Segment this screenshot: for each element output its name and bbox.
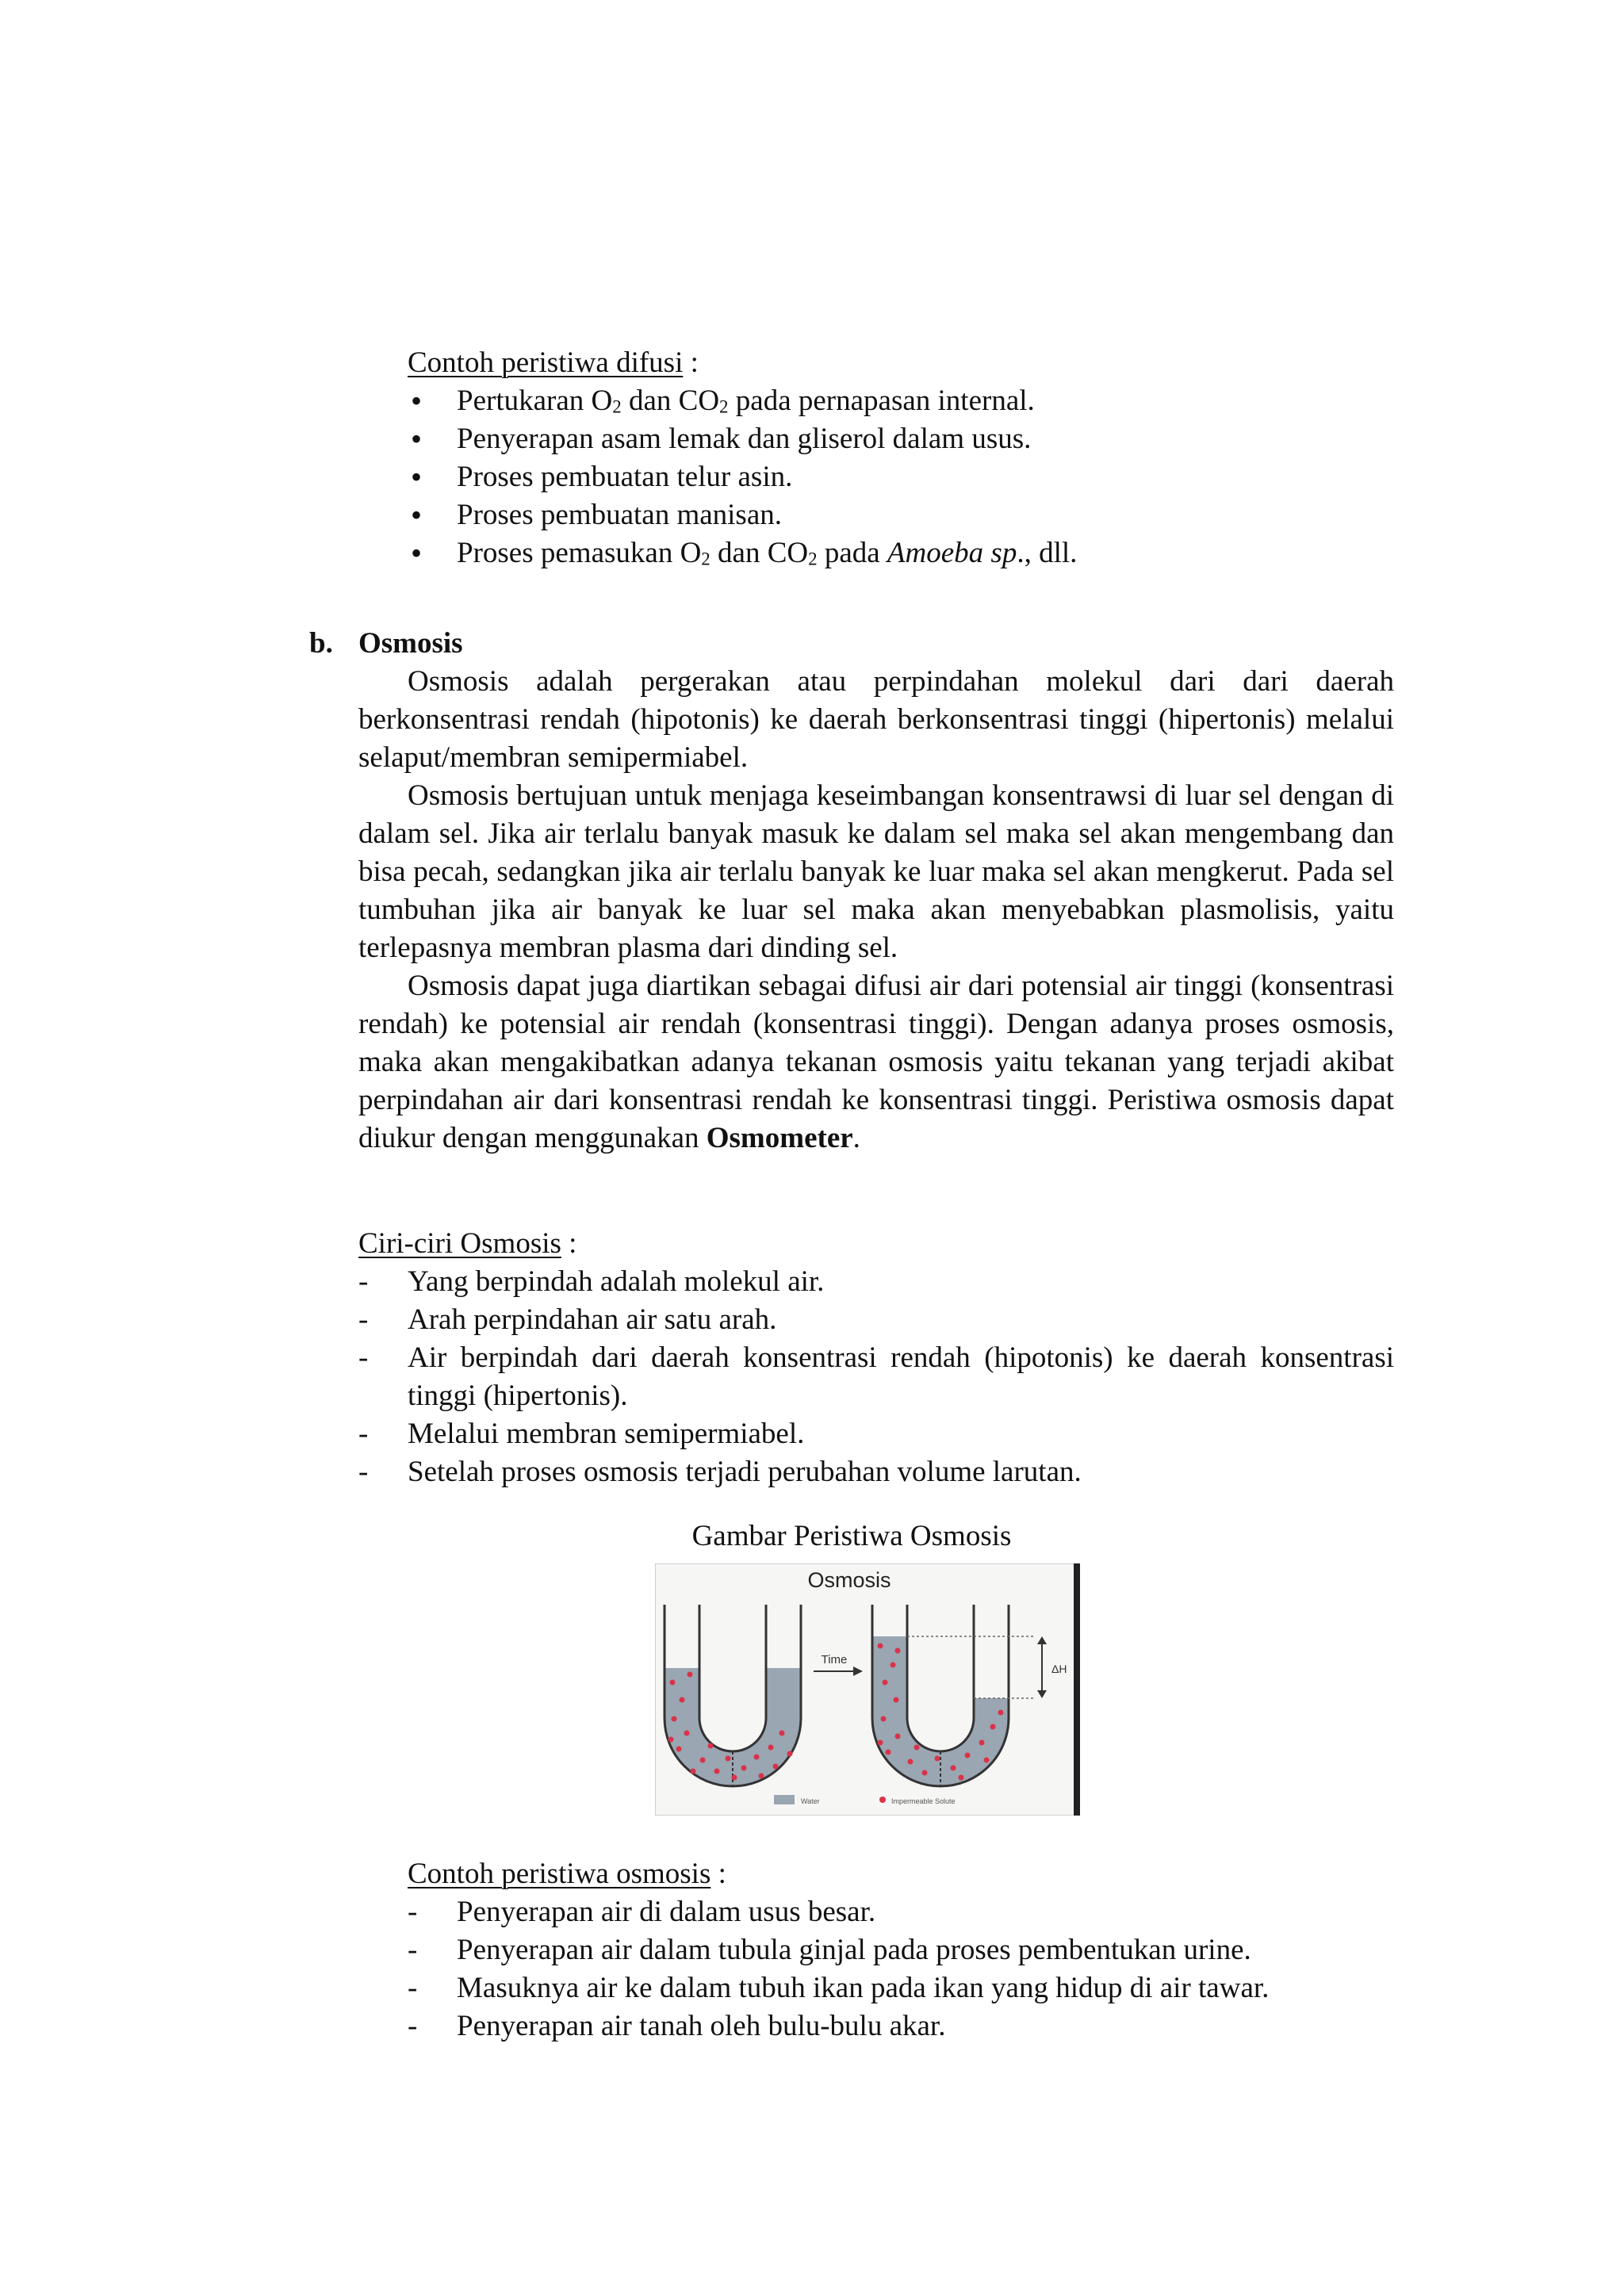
solute-particle [768, 1745, 774, 1751]
osmometer-term: Osmometer [706, 1122, 853, 1154]
list-item: • Penyerapan asam lemak dan gliserol dalam usus. [457, 420, 1391, 458]
solute-particle [895, 1734, 901, 1739]
list-item: • Pertukaran $O_2$ dan $CO_2$ pada pernapasan internal. [457, 382, 1391, 420]
list-item: • Proses pemasukan $O_2$ dan $CO_2$ pada Amoeba sp., dll. [457, 534, 1391, 572]
solute-particle [670, 1680, 676, 1686]
osmosis-examples-heading: Contoh peristiwa osmosis : [408, 1858, 726, 1890]
osmosis-examples-list [457, 1893, 1391, 2045]
solute-particle [741, 1766, 747, 1771]
list-item: - Penyerapan air dalam tubula ginjal pada proses pembentukan urine. [457, 1931, 1391, 1969]
osmosis-diagram [655, 1563, 1080, 1816]
osmosis-paragraph-2: Osmosis bertujuan untuk menjaga keseimbangan konsentrawsi di luar sel dengan di dalam sel. Jika air terlalu banyak masuk ke dalam sel maka sel akan mengembang dan bisa pecah, sedangkan jika air terlalu banyak ke luar maka sel akan mengkerut. Pada sel tumbuhan jika air banyak ke luar sel maka akan menyebabkan plasmolisis, yaitu terlepasnya membran plasma dari dinding sel. [358, 779, 1394, 964]
solute-particle [700, 1758, 706, 1763]
osmosis-section [309, 625, 1394, 1158]
delta-h-label: ΔH [1051, 1663, 1067, 1675]
figure-right-edge [1074, 1563, 1080, 1816]
section-title: Osmosis [358, 627, 463, 660]
solute-particle [886, 1750, 891, 1755]
solute-particle [773, 1764, 779, 1770]
characteristics-heading: Ciri-ciri Osmosis : [358, 1227, 577, 1260]
osmosis-paragraph-3: Osmosis dapat juga diartikan sebagai difusi air dari potensial air tinggi (konsentrasi rendah) ke potensial air rendah (konsentrasi tinggi). Dengan adanya proses osmosis, maka akan mengakibatkan adanya tekanan osmosis yaitu tekanan yang terjadi akibat perpindahan air dari konsentrasi rendah ke konsentrasi tinggi. Peristiwa osmosis dapat diukur dengan menggunakan Osmometer. [358, 970, 1394, 1154]
diffusion-examples-list [457, 382, 1391, 572]
characteristics-list [408, 1263, 1394, 1491]
osmosis-figure [655, 1563, 1080, 1816]
list-item: - Air berpindah dari daerah konsentrasi rendah (hipotonis) ke daerah konsentrasi tinggi (hipertonis). [408, 1339, 1394, 1415]
solute-particle [979, 1740, 985, 1746]
solute-particle [951, 1766, 956, 1771]
solute-particle [680, 1697, 685, 1703]
solute-particle [891, 1663, 896, 1668]
diffusion-examples-title: Contoh peristiwa difusi [408, 346, 684, 379]
solute-particle [984, 1758, 990, 1763]
solute-particle [668, 1737, 674, 1743]
diffusion-examples-heading [408, 344, 1391, 382]
list-item: • Proses pembuatan telur asin. [457, 458, 1391, 496]
list-item: - Yang berpindah adalah molekul air. [408, 1263, 1394, 1301]
list-item: - Masuknya air ke dalam tubuh ikan pada ikan yang hidup di air tawar. [457, 1969, 1391, 2007]
time-label: Time [821, 1653, 848, 1667]
osmosis-characteristics-section [358, 1225, 1394, 1491]
solute-particle [878, 1740, 883, 1746]
solute-particle [908, 1759, 914, 1765]
solute-particle [726, 1756, 731, 1762]
osmosis-examples-section [408, 1855, 1391, 2045]
osmosis-examples-title: Contoh peristiwa osmosis [408, 1858, 711, 1890]
figure-title: Osmosis [807, 1568, 891, 1592]
section-marker: b. [309, 627, 333, 660]
solute-particle [779, 1731, 785, 1736]
solute-particle [998, 1710, 1004, 1716]
osmosis-paragraph-1: Osmosis adalah pergerakan atau perpindahan molekul dari dari daerah berkonsentrasi rendah (hipotonis) ke daerah berkonsentrasi tinggi (hipertonis) melalui selaput/membran semipermiabel. [358, 665, 1394, 774]
solute-particle [878, 1644, 883, 1649]
osmosis-heading [309, 625, 1394, 663]
legend-water-label: Water [801, 1797, 820, 1805]
solute-particle [881, 1716, 887, 1722]
solute-particle [688, 1672, 693, 1678]
legend-solute-label: Impermeable Solute [891, 1797, 956, 1805]
solute-particle [754, 1755, 760, 1760]
list-item: - Arah perpindahan air satu arah. [408, 1301, 1394, 1339]
solute-particle [935, 1756, 940, 1762]
legend-water-swatch [774, 1795, 795, 1804]
solute-particle [759, 1774, 764, 1779]
solute-particle [922, 1770, 928, 1776]
list-item: - Penyerapan air tanah oleh bulu-bulu akar. [457, 2007, 1391, 2045]
solute-particle [959, 1775, 964, 1781]
list-item: - Melalui membran semipermiabel. [408, 1415, 1394, 1453]
solute-particle [883, 1680, 888, 1686]
colon: : [683, 346, 699, 379]
list-item: - Setelah proses osmosis terjadi perubahan volume larutan. [408, 1453, 1394, 1491]
solute-particle [965, 1753, 971, 1758]
legend-solute-dot [879, 1797, 886, 1803]
solute-particle [787, 1751, 793, 1757]
solute-particle [714, 1769, 720, 1774]
solute-particle [914, 1745, 920, 1751]
solute-particle [672, 1716, 677, 1722]
solute-particle [708, 1743, 714, 1749]
solute-particle [732, 1775, 737, 1781]
solute-particle [990, 1724, 996, 1730]
solute-particle [691, 1769, 696, 1774]
list-item: • Proses pembuatan manisan. [457, 496, 1391, 534]
solute-particle [894, 1697, 899, 1703]
solute-particle [684, 1731, 690, 1736]
solute-particle [676, 1747, 682, 1752]
diffusion-examples-section [408, 344, 1391, 572]
characteristics-title: Ciri-ciri Osmosis [358, 1227, 561, 1260]
figure-caption: Gambar Peristiwa Osmosis [691, 1520, 1012, 1552]
list-item: - Penyerapan air di dalam usus besar. [457, 1893, 1391, 1931]
solute-particle [895, 1648, 901, 1654]
